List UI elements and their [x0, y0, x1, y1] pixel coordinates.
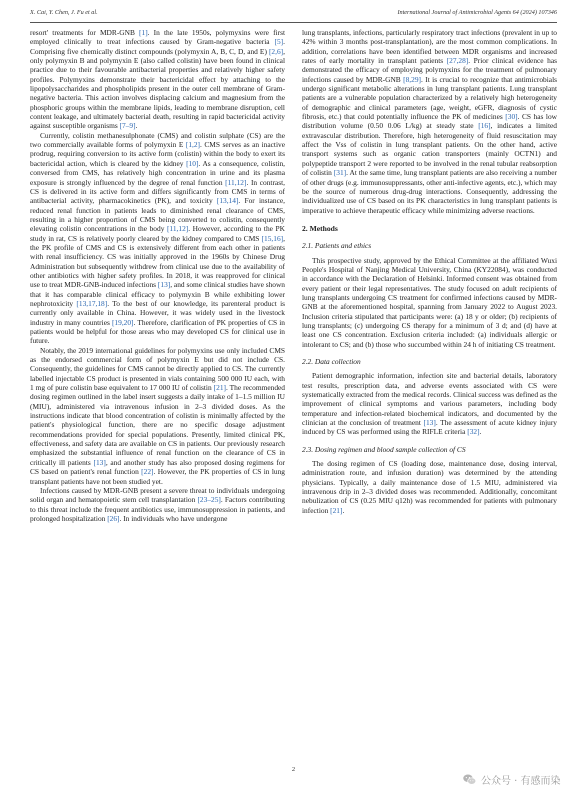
- text-run: . Comprising five chemically distinct compounds (polymyxin A, B, C, D, and E): [30, 37, 285, 56]
- text-run: Notably, the 2019 international guidelines for polymyxins use only included CMS as the endorsed commercial form of polymyxin E but did not include CS. Consequently, the guidelines for CMS cannot be directly applied to CS. The currently labelled injectable CS product is presented in vials containing 500 000 IU each, with 1 mg of pure colistin base equivalent to 17 000 IU of colistin: [30, 345, 285, 393]
- citation-link[interactable]: [26]: [107, 513, 120, 523]
- text-run: lung transplants, infections, particularly respiratory tract infections (prevalent in up to 42% within 3 months post-transplantation), are the most common complications. In addition, correlations have been identified between MDR organisms and increased rates of early mortality in transplant patients: [302, 28, 557, 66]
- text-run: , only polymyxin B and polymyxin E (also called colistin) have been found in clinical practice due to their favourable antibacterial properties and relatively higher safety profiles. Polymyxins demonstrate their bactericidal effect by attaching to the lipopolysaccharides and phospholipids present in the outer cell membrane of Gram-negative bacteria. This action involves displacing calcium and magnesium from the phosphoric groups within the membrane lipids, leading to membrane disruption, cell content leakage, and ultimately bacterial death, resulting in rapid bactericidal activity against susceptible organisms: [30, 46, 285, 131]
- text-run: . However, according to the PK study in rat, CS is relatively poorly cleared by the kidney compared to CMS: [30, 224, 285, 243]
- text-run: . Factors contributing to this threat include the frequent antibiotics use, immunosuppression in patients, and prolonged hospitalization: [30, 495, 285, 523]
- left-column: [30, 28, 285, 523]
- text-run: .: [135, 121, 138, 131]
- text-run: . CS has low distribution volume (0.50 0.06 L/kg) at steady state: [302, 112, 557, 131]
- citation-link[interactable]: [2,6]: [268, 46, 284, 56]
- citation-link[interactable]: [1]: [139, 28, 148, 37]
- text-run: . Therefore, clarification of PK properties of CS in patients would be helpful for those areas who may developed CS for clinical use in future.: [30, 317, 285, 346]
- text-run: . In individuals who have undergone: [119, 513, 228, 523]
- citation-link[interactable]: [32]: [467, 427, 480, 437]
- running-header: [30, 9, 557, 21]
- citation-link[interactable]: [16]: [478, 121, 491, 131]
- wechat-icon: [462, 772, 477, 787]
- text-run: Currently, colistin methanesulphonate (CMS) and colistin sulphate (CS) are the two commercially available forms of polymyxin E: [30, 130, 285, 150]
- text-run: . The assessment of acute kidney injury induced by CS was performed using the RIFLE criteria: [302, 418, 557, 437]
- paragraph: [30, 28, 285, 131]
- text-run: The dosing regimen of CS (loading dose, maintenance dose, dosing interval, administration route, and infusion duration) was determined by the attending physicians. Typically, a daily maintenance dose of 1.5 MIU, administered via intravenous drip in 2–3 divided doses was recommended. Additionally, concomitant nebulization of CS (0.25 MIU q12h) was recommended for patients with pulmonary infection: [302, 459, 557, 515]
- paragraph: [302, 459, 557, 515]
- citation-link[interactable]: [11,12]: [166, 224, 189, 234]
- citation-link[interactable]: [27,28]: [446, 56, 469, 66]
- citation-link[interactable]: [13,17,18]: [76, 298, 108, 308]
- text-run: .: [342, 505, 345, 515]
- header-journal: International Journal of Antimicrobial Agents 64 (2024) 107346: [397, 9, 557, 16]
- citation-link[interactable]: [13]: [423, 418, 436, 428]
- citation-link[interactable]: [15,16]: [261, 233, 284, 243]
- citation-link[interactable]: [13,14]: [216, 196, 239, 206]
- text-run: . It is crucial to recognize that antimicrobials undergo significant metabolic alterations in lung transplant patients. Lung transplant patients are a vulnerable population characterized by a relatively high heterogeneity of demographic and clinical parameters (age, weight, eGFR, diagnosis of cystic fibrosis, etc.) that could potentially influence the PK of medicines: [302, 74, 557, 122]
- citation-link[interactable]: [21]: [330, 505, 343, 515]
- paragraph: [302, 371, 557, 436]
- citation-link[interactable]: [22]: [141, 467, 154, 477]
- paragraph: [30, 131, 285, 346]
- paragraph: [302, 256, 557, 349]
- text-run: This prospective study, approved by the Ethical Committee at the affiliated Wuxi People's Hospital of Nanjing Medical University, China (KY22084), was conducted in accordance with the Declaration of Helsinki. Informed consent was obtained from every patient or their legal representatives. The study focused on adult recipients of lung transplants undergoing CS treatment for confirmed infections caused by MDR-GNB at the aforementioned hospital, spanning from January 2022 to August 2023. Inclusion criteria stipulated that participants were: (a) 18 y or older; (b) recipients of lung transplants; (c) undergoing CS therapy for a minimum of 3 d; and (d) have at least one CS concentration. Exclusion criteria included: (a) individuals allergic or intolerant to CS; and (b) those who succumbed within 24 h of initiating CS treatment.: [302, 255, 557, 349]
- text-run: resort' treatments for MDR-GNB: [30, 28, 140, 37]
- text-run: , indicates a limited extravascular distribution. Therefore, high heterogeneity of fluid resuscitation may affect the Vss of colistin in lung transplant patients. On the other hand, active transport systems such as organic cation transporters (mainly OCTN1) and polypeptide transport 2 were reported to be involved in the renal tubular reabsorption of colistin: [302, 121, 557, 178]
- citation-link[interactable]: [8,29]: [403, 74, 421, 84]
- right-column: [302, 28, 557, 515]
- text-run: . As a consequence, colistin, conversed from CMS, has relatively high concentration in urine and its plasma exposure is strongly influenced by the degree of renal function: [30, 158, 285, 187]
- watermark: [462, 770, 582, 788]
- subsection-heading: 2.2. Data collection: [302, 357, 361, 366]
- text-run: . CMS serves as an inactive prodrug, requiring conversion to its active form (colistin) within the body to exert its bactericidal action, which is cleared by the kidney: [30, 140, 285, 168]
- text-run: , the PK profile of CMS and CS is extensively different from each other in patients with renal insufficiency. CS was initially approved in the 1960s by Chinese Drug Administration but subsequently withdrew from clinical use due to the availability of other antibiotics with higher safety profiles. In 2018, it was reapproved for clinical use to treat MDR-GNB-induced infections: [30, 233, 285, 290]
- citation-link[interactable]: [13]: [93, 457, 106, 467]
- paragraph: [302, 28, 557, 215]
- text-run: . To the best of our knowledge, its parenteral product is currently only available in China. However, it was widely used in the livestock industry in many countries: [30, 298, 285, 327]
- text-run: . For instance, reduced renal function in patients leads to diminished renal clearance of CMS, resulting in a higher proportion of CMS being converted to colistin, consequently elevating colistin concentrations in the body: [30, 196, 286, 234]
- text-run: . In contrast, CS is delivered in its active form and differs significantly from CMS in terms of antibacterial activity, pharmacokinetics (PK), and toxicity: [30, 177, 285, 206]
- text-run: . The recommended dosing regimen outlined in the label insert suggests a daily intake of 1–1.5 million IU (MIU), administered via intravenous infusion in 2–3 divided doses. As the instructions indicate that blood concentration of colistin is minimally affected by the patient's physiological function, there are no specific dosage adjustment recommendations provided for special populations. Presently, limited clinical PK, effectiveness, and safety data are available on CS in patients. Our previously research emphasized the substantial influence of renal function on the clearance of CS in critically ill patients: [30, 383, 285, 467]
- subsection-heading: 2.3. Dosing regimen and blood sample collection of CS: [302, 444, 466, 454]
- subsection-heading: 2.1. Patients and ethics: [302, 241, 372, 251]
- citation-link[interactable]: [30]: [505, 112, 518, 122]
- citation-link[interactable]: [1,2]: [185, 140, 201, 150]
- section-heading: 2. Methods: [302, 223, 338, 233]
- citation-link[interactable]: [23–25]: [197, 495, 221, 505]
- citation-link[interactable]: [31]: [333, 168, 347, 178]
- header-authors: X. Cai, Y. Chen, J. Fu et al.: [30, 9, 98, 16]
- text-run: Patient demographic information, infection site and bacterial details, laboratory test results, prescription data, and adverse events associated with CS were systematically extracted from the medical records. Clinical success was defined as the improvement of clinical symptoms and various parameters, including body temperature and infection-related biochemical indicators, and documented by the clinician at the conclusion of treatment: [302, 371, 557, 428]
- citation-link[interactable]: [10]: [186, 158, 199, 168]
- text-run: . However, the PK properties of CS in lung transplant patients have not been studied yet.: [30, 467, 285, 486]
- header-rule: [30, 22, 557, 23]
- citation-link[interactable]: [11,12]: [225, 177, 247, 187]
- watermark-text: 公众号 · 有感而染: [481, 775, 561, 787]
- citation-link[interactable]: [13]: [157, 280, 171, 290]
- paragraph: [30, 486, 285, 523]
- text-run: . In the late 1950s, polymyxins were first employed clinically to treat infections caused by Gram-negative bacteria: [30, 28, 286, 47]
- citation-link[interactable]: [5]: [274, 37, 284, 47]
- text-run: Infections caused by MDR-GNB present a severe threat to individuals undergoing solid organ and hematopoietic stem cell transplantation: [30, 485, 285, 505]
- text-run: .: [479, 427, 482, 437]
- citation-link[interactable]: [19,20]: [111, 317, 134, 327]
- text-run: . Prior clinical evidence has demonstrated the efficacy of employing polymyxins for the treatment of pulmonary infections caused by MDR-GNB: [302, 56, 557, 84]
- text-run: , and another study has also proposed dosing regimens for CS based on patient's renal function: [30, 457, 285, 477]
- citation-link[interactable]: [7–9]: [119, 121, 136, 131]
- page-number: 2: [291, 766, 296, 773]
- text-run: . At the same time, lung transplant patients are also receiving a number of other drugs (e.g. immunosuppressants, other anti-infective agents, etc.), which may be the source of numerous drug-drug interactions. Consequently, addressing the individualized use of CS based on its PK characteristics in lung transplant patients is imperative to achieve therapeutic efficacy while minimizing adverse reactions.: [302, 168, 558, 215]
- citation-link[interactable]: [21]: [213, 383, 226, 393]
- paragraph: [30, 346, 285, 486]
- text-run: , and some clinical studies have shown that it has comparable clinical efficacy to polymyxin B while exhibiting lower nephrotoxicity: [30, 280, 285, 308]
